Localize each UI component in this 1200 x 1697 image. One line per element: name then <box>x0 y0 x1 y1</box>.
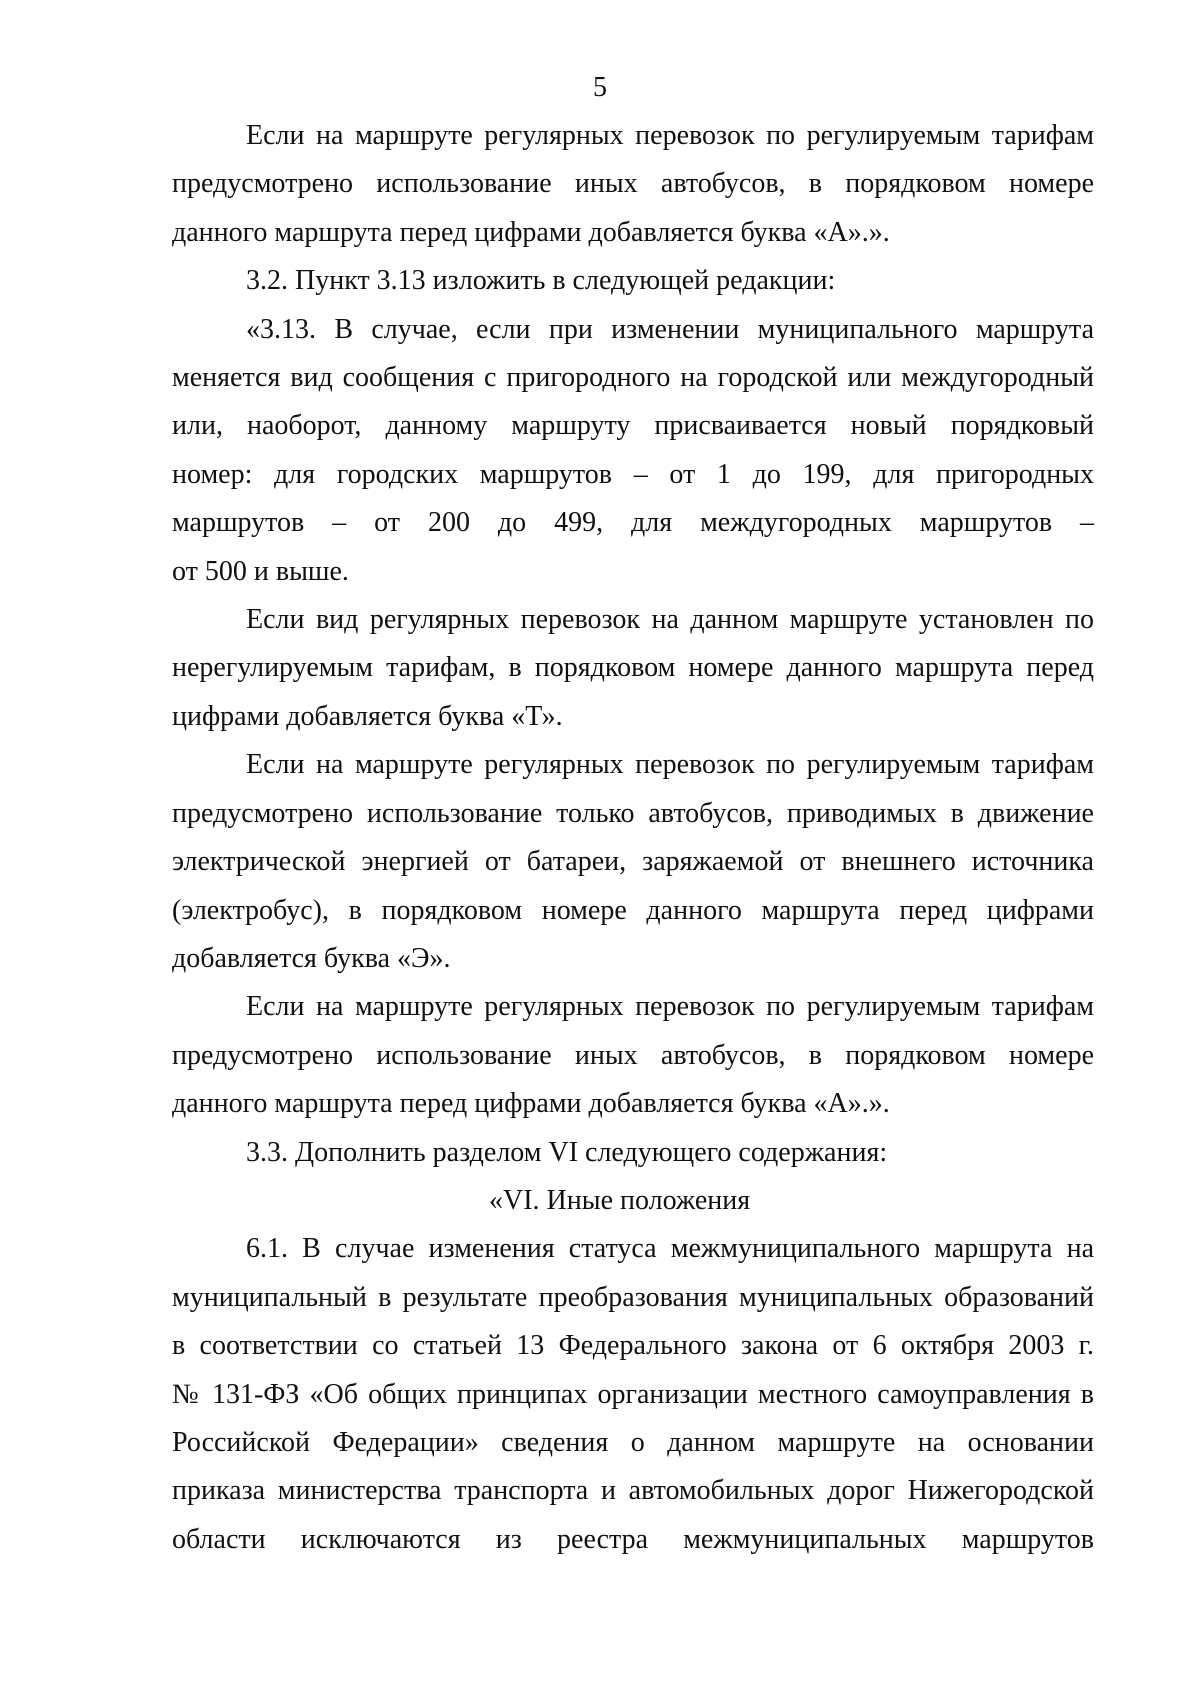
text-line: 3.3. Дополнить разделом VI следующего содержания: <box>246 1136 888 1168</box>
text-line: данного маршрута перед цифрами добавляется буква «А».». <box>172 1088 890 1120</box>
paragraph-letter-e <box>172 741 1094 983</box>
text-line: Если на маршруте регулярных перевозок по регулируемым тарифам <box>246 991 1094 1023</box>
text-line: данного маршрута перед цифрами добавляется буква «А».». <box>172 216 890 248</box>
text-line: добавляется буква «Э». <box>172 942 451 974</box>
text-line: предусмотрено использование иных автобусов, в порядковом номере <box>172 1039 1094 1071</box>
text-line: муниципальный в результате преобразования муниципальных образований <box>172 1281 1094 1313</box>
text-line: или, наоборот, данному маршруту присваивается новый порядковый <box>172 410 1094 442</box>
text-line: приказа министерства транспорта и автомобильных дорог Нижегородской <box>172 1475 1094 1507</box>
paragraph-letter-a-1 <box>172 112 1094 257</box>
text-line: от 500 и выше. <box>172 555 349 587</box>
text-line: Российской Федерации» сведения о данном маршруте на основании <box>172 1426 1094 1458</box>
text-line: Если на маршруте регулярных перевозок по регулируемым тарифам <box>246 749 1094 781</box>
text-line: области исключаются из реестра межмуниципальных маршрутов <box>172 1523 1094 1555</box>
text-line: в соответствии со статьей 13 Федерального закона от 6 октября 2003 г. <box>172 1330 1094 1362</box>
text-line: меняется вид сообщения с пригородного на городской или междугородный <box>172 362 1094 394</box>
text-line: маршрутов – от 200 до 499, для междугородных маршрутов – <box>172 507 1094 539</box>
paragraph-6-1 <box>172 1225 1094 1564</box>
text-line: нерегулируемым тарифам, в порядковом номере данного маршрута перед <box>172 652 1094 684</box>
page-number: 5 <box>593 72 607 103</box>
text-line: предусмотрено использование иных автобусов, в порядковом номере <box>172 168 1094 200</box>
text-line: № 131-ФЗ «Об общих принципах организации местного самоуправления в <box>172 1378 1094 1410</box>
paragraph-letter-a-2 <box>172 983 1094 1128</box>
text-line: Если вид регулярных перевозок на данном маршруте установлен по <box>246 604 1094 636</box>
text-line: предусмотрено использование только автобусов, приводимых в движение <box>172 797 1094 829</box>
paragraph-3-13 <box>172 306 1094 596</box>
text-line: электрической энергией от батареи, заряжаемой от внешнего источника <box>172 846 1094 878</box>
document-body <box>172 112 1094 1564</box>
text-line: Если на маршруте регулярных перевозок по регулируемым тарифам <box>246 120 1094 151</box>
paragraph-3-2 <box>172 257 1094 305</box>
paragraph-letter-t <box>172 596 1094 741</box>
text-line: 3.2. Пункт 3.13 изложить в следующей редакции: <box>246 265 836 297</box>
text-line: (электробус), в порядковом номере данного маршрута перед цифрами <box>172 894 1094 926</box>
section-heading: «VI. Иные положения <box>489 1184 751 1216</box>
text-line: цифрами добавляется буква «Т». <box>172 700 563 732</box>
text-line: номер: для городских маршрутов – от 1 до 199, для пригородных <box>172 458 1094 490</box>
paragraph-3-3 <box>172 1129 1094 1177</box>
text-line: 6.1. В случае изменения статуса межмуниципального маршрута на <box>246 1233 1094 1265</box>
text-line: «3.13. В случае, если при изменении муниципального маршрута <box>246 313 1094 345</box>
